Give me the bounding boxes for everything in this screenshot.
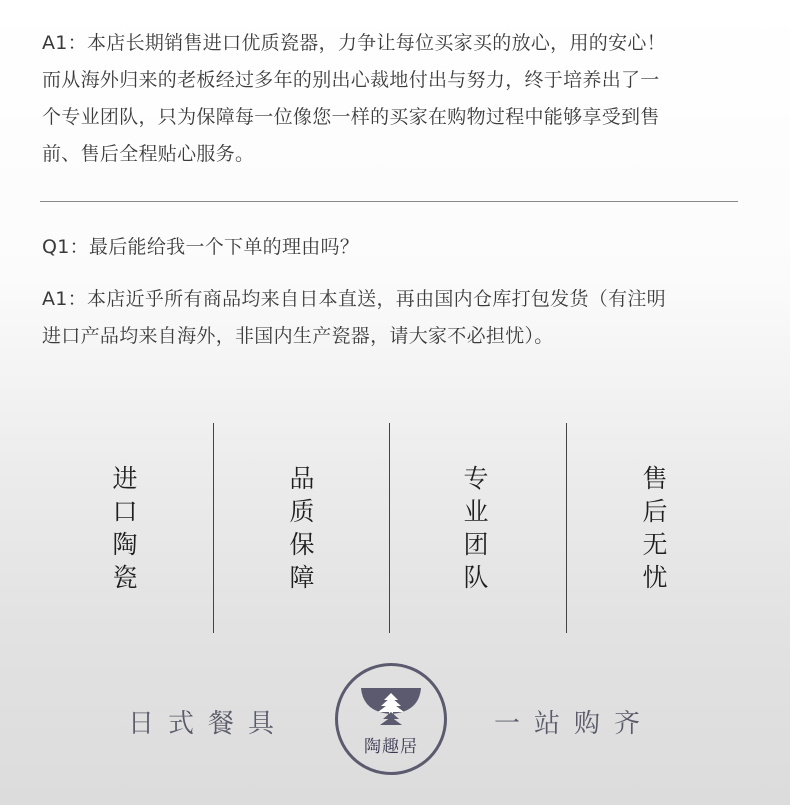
bowl-pagoda-icon (359, 684, 423, 730)
feature-char: 进 (112, 464, 138, 493)
intro-line: A1：本店长期销售进口优质瓷器，力争让每位买家买的放心，用的安心！ (42, 32, 666, 54)
feature-char: 后 (642, 497, 668, 526)
slogan-left: 日式餐具 (128, 709, 289, 739)
intro-answer (42, 25, 742, 173)
feature-char: 保 (289, 530, 315, 559)
feature-char: 忧 (642, 563, 668, 592)
faq-answer (42, 281, 742, 355)
brand-logo (335, 663, 447, 775)
feature-quality-guarantee (282, 462, 322, 594)
feature-char: 品 (289, 464, 315, 493)
feature-char: 售 (642, 464, 668, 493)
intro-line: 而从海外归来的老板经过多年的别出心裁地付出与努力，终于培养出了一 (42, 69, 660, 91)
feature-char: 队 (463, 563, 489, 592)
feature-char: 专 (463, 464, 489, 493)
column-divider (213, 423, 214, 633)
feature-after-sales (635, 462, 675, 594)
brand-name: 陶趣居 (364, 737, 418, 757)
feature-char: 团 (463, 530, 489, 559)
feature-char: 质 (289, 497, 315, 526)
feature-char: 业 (463, 497, 489, 526)
slogan-right: 一站购齐 (494, 709, 655, 739)
feature-char: 瓷 (112, 563, 138, 592)
faq-question (42, 229, 742, 266)
question-text: Q1：最后能给我一个下单的理由吗？ (42, 236, 360, 258)
feature-char: 障 (289, 563, 315, 592)
answer-line: A1：本店近乎所有商品均来自日本直送，再由国内仓库打包发货（有注明 (42, 288, 666, 310)
feature-char: 口 (112, 497, 138, 526)
column-divider (566, 423, 567, 633)
feature-professional-team (456, 462, 496, 594)
answer-line: 进口产品均来自海外，非国内生产瓷器，请大家不必担忧）。 (42, 325, 554, 347)
section-divider (40, 201, 738, 202)
feature-import-ceramics (105, 462, 145, 594)
intro-line: 个专业团队，只为保障每一位像您一样的买家在购物过程中能够享受到售 (42, 106, 660, 128)
intro-line: 前、售后全程贴心服务。 (42, 143, 255, 165)
feature-char: 无 (642, 530, 668, 559)
column-divider (389, 423, 390, 633)
feature-char: 陶 (112, 530, 138, 559)
